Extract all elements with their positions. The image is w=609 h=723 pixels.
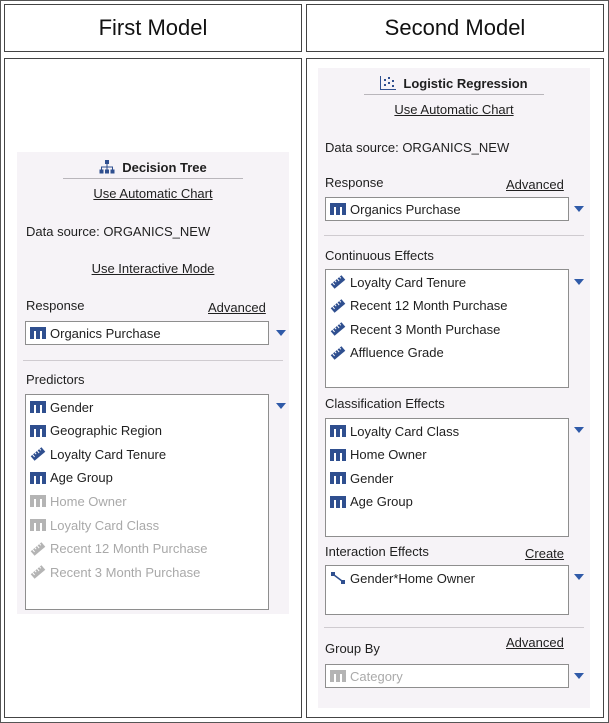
interaction-dropdown-icon[interactable] xyxy=(574,574,584,580)
list-item-label: Gender xyxy=(350,470,394,486)
response-label: Response xyxy=(26,298,85,313)
list-item[interactable] xyxy=(330,296,508,316)
category-icon xyxy=(330,472,346,484)
response-value: Organics Purchase xyxy=(350,201,461,217)
second-model-header: Second Model xyxy=(306,4,604,52)
list-item-label: Recent 3 Month Purchase xyxy=(350,321,501,337)
list-item[interactable] xyxy=(30,562,200,582)
logistic-regression-icon xyxy=(380,76,396,90)
list-item[interactable] xyxy=(30,515,159,535)
list-item[interactable] xyxy=(30,468,113,488)
category-icon xyxy=(330,496,346,508)
list-item-label: Loyalty Card Class xyxy=(50,517,160,533)
use-automatic-chart-link[interactable]: Use Automatic Chart xyxy=(394,102,514,117)
decision-tree-title-text: Decision Tree xyxy=(122,159,207,175)
category-icon xyxy=(330,203,346,215)
category-icon xyxy=(30,472,46,484)
list-item[interactable] xyxy=(330,319,500,339)
continuous-dropdown-icon[interactable] xyxy=(574,279,584,285)
response-dropdown-icon[interactable] xyxy=(276,330,286,336)
classification-effects-list[interactable] xyxy=(325,418,569,537)
predictors-label: Predictors xyxy=(26,372,85,387)
measure-icon xyxy=(30,542,46,556)
logistic-regression-panel xyxy=(318,68,590,708)
measure-icon xyxy=(330,346,346,360)
use-automatic-chart-link[interactable]: Use Automatic Chart xyxy=(93,186,213,201)
interaction-effects-label: Interaction Effects xyxy=(325,544,429,559)
data-source-label: Data source: ORGANICS_NEW xyxy=(26,224,211,239)
response-label: Response xyxy=(325,175,384,190)
predictors-list[interactable] xyxy=(25,394,269,610)
list-item[interactable] xyxy=(30,539,208,559)
measure-icon xyxy=(330,322,346,336)
title-rule xyxy=(364,94,544,95)
section-separator xyxy=(324,627,584,628)
measure-icon xyxy=(330,299,346,313)
group-by-advanced-link[interactable]: Advanced xyxy=(506,635,564,650)
list-item[interactable] xyxy=(30,397,93,417)
list-item-label: Age Group xyxy=(50,470,113,486)
group-by-select[interactable] xyxy=(325,664,569,688)
use-interactive-mode-link[interactable]: Use Interactive Mode xyxy=(91,261,215,276)
measure-icon xyxy=(30,447,46,461)
category-icon xyxy=(30,519,46,531)
continuous-effects-label: Continuous Effects xyxy=(325,248,434,263)
category-icon xyxy=(330,670,346,682)
list-item-label: Recent 12 Month Purchase xyxy=(350,298,508,314)
response-select[interactable] xyxy=(25,321,269,345)
list-item-label: Recent 12 Month Purchase xyxy=(50,541,208,557)
interaction-effects-list[interactable] xyxy=(325,565,569,615)
section-separator xyxy=(324,235,584,236)
logistic-regression-title xyxy=(318,74,590,92)
list-item-label: Loyalty Card Class xyxy=(350,423,460,439)
category-icon xyxy=(30,327,46,339)
section-separator xyxy=(23,360,283,361)
first-model-header: First Model xyxy=(4,4,302,52)
category-icon xyxy=(30,495,46,507)
list-item-label: Loyalty Card Tenure xyxy=(50,446,167,462)
category-icon xyxy=(30,425,46,437)
group-by-placeholder: Category xyxy=(350,668,403,684)
response-select[interactable] xyxy=(325,197,569,221)
measure-icon xyxy=(30,565,46,579)
list-item[interactable] xyxy=(330,568,475,588)
list-item-label: Affluence Grade xyxy=(350,345,444,361)
decision-tree-panel xyxy=(17,152,289,614)
list-item-label: Gender*Home Owner xyxy=(350,570,475,586)
category-icon xyxy=(330,425,346,437)
predictors-dropdown-icon[interactable] xyxy=(276,403,286,409)
list-item[interactable] xyxy=(30,491,127,511)
list-item-label: Home Owner xyxy=(350,447,427,463)
list-item[interactable] xyxy=(330,468,393,488)
list-item[interactable] xyxy=(30,444,166,464)
data-source-label: Data source: ORGANICS_NEW xyxy=(325,140,510,155)
continuous-effects-list[interactable] xyxy=(325,269,569,388)
list-item-label: Geographic Region xyxy=(50,423,163,439)
list-item[interactable] xyxy=(330,343,444,363)
list-item-label: Loyalty Card Tenure xyxy=(350,274,467,290)
list-item-label: Home Owner xyxy=(50,493,127,509)
list-item[interactable] xyxy=(30,421,162,441)
list-item-label: Gender xyxy=(50,399,94,415)
measure-icon xyxy=(330,275,346,289)
response-advanced-link[interactable]: Advanced xyxy=(506,177,564,192)
list-item-label: Age Group xyxy=(350,494,413,510)
title-rule xyxy=(63,178,243,179)
list-item[interactable] xyxy=(330,272,466,292)
response-value: Organics Purchase xyxy=(50,325,161,341)
category-icon xyxy=(30,401,46,413)
group-by-dropdown-icon[interactable] xyxy=(574,673,584,679)
interaction-icon xyxy=(330,571,346,585)
logistic-regression-title-text: Logistic Regression xyxy=(403,75,528,91)
list-item-label: Recent 3 Month Purchase xyxy=(50,564,201,580)
response-advanced-link[interactable]: Advanced xyxy=(208,300,266,315)
list-item[interactable] xyxy=(330,492,413,512)
category-icon xyxy=(330,449,346,461)
list-item[interactable] xyxy=(330,445,427,465)
create-interaction-link[interactable]: Create xyxy=(525,546,565,561)
decision-tree-title xyxy=(17,158,289,176)
classification-effects-label: Classification Effects xyxy=(325,396,445,411)
group-by-label: Group By xyxy=(325,641,380,656)
list-item[interactable] xyxy=(330,421,459,441)
decision-tree-icon xyxy=(99,160,115,174)
classification-dropdown-icon[interactable] xyxy=(574,427,584,433)
response-dropdown-icon[interactable] xyxy=(574,206,584,212)
